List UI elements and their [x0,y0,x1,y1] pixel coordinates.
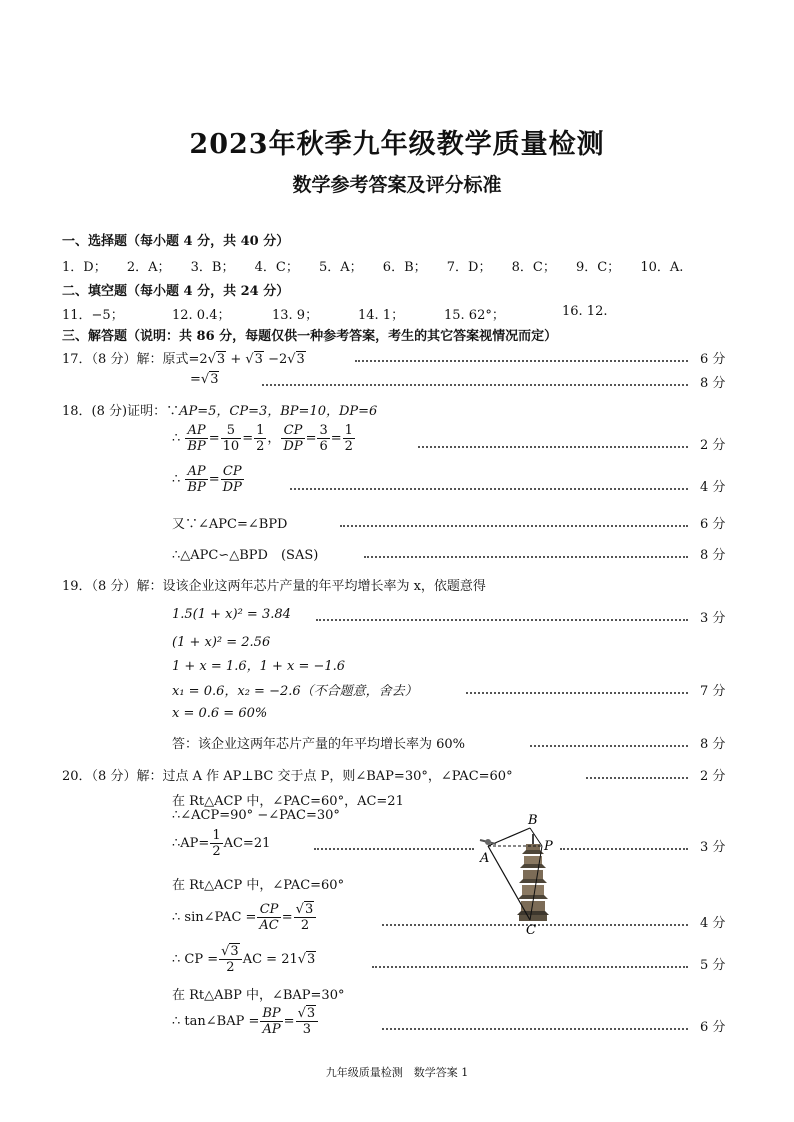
q20-line5: ∴ sin∠PAC = $\frac{CP}{AC}$ = $\frac{√3}{2}$ [172,902,317,933]
answer-5: 5．A； [318,260,363,275]
section1-answers [62,256,683,275]
q17-score1: 6 分 [700,352,726,367]
q20-score3: 4 分 [700,916,726,931]
q19-line5: x = 0.6 = 60% [172,706,268,721]
q18-score4: 8 分 [700,548,726,563]
answer-2: 2．A； [126,260,171,275]
section1-heading: 一、选择题（每小题 4 分，共 40 分） [62,234,290,249]
q20-score1: 2 分 [700,769,726,784]
q18-line3: ∴ $\frac{AP}{BP}$ = $\frac{CP}{DP}$ [172,464,242,495]
q20-line4: 在 Rt△ACP 中，∠PAC=60° [172,878,345,893]
q18-score3: 6 分 [700,517,726,532]
q17-line1: 17．（8 分）解：原式=2√3 + √3 −2√3 [62,352,305,367]
answer-11: 11．−5； [62,308,124,323]
page-title: 2023年秋季九年级教学质量检测 [189,129,605,160]
q18-line5: ∴△APC∽△BPD (SAS) [172,548,319,563]
answer-10: 10．A. [640,260,684,275]
q20-line2: ∴∠ACP=90° −∠PAC=30° [172,808,340,823]
page-footer: 九年级质量检测 数学答案 1 [325,1066,469,1079]
q19-line3: 1 + x = 1.6，1 + x = −1.6 [172,659,346,674]
page-subtitle: 数学参考答案及评分标准 [292,174,502,196]
q20-line3: ∴AP= $\frac{1}{2}$ AC=21 [172,828,271,859]
answer-15: 15. 62°； [444,308,505,323]
answer-4: 4．C； [254,260,299,275]
answer-16: 16. 12. [562,304,608,319]
answer-6: 6．B； [382,260,427,275]
section2-heading: 二、填空题（每小题 4 分，共 24 分） [62,284,290,299]
q20-line0: 20．（8 分）解：过点 A 作 AP⊥BC 交于点 P，则∠BAP=30°，∠PAC=60° [62,769,513,784]
q18-line1: 18．(8 分)证明：∵AP=5，CP=3，BP=10，DP=6 [62,404,378,419]
drone-icon [480,839,496,845]
q20-score4: 5 分 [700,958,726,973]
q19-line0: 19．（8 分）解：设该企业这两年芯片产量的年平均增长率为 x，依题意得 [62,579,486,594]
answer-12: 12. 0.4； [172,308,231,323]
answer-9: 9．C； [575,260,621,275]
q18-line4: 又∵∠APC=∠BPD [172,517,288,532]
q19-line4: x₁ = 0.6，x₂ = −2.6（不合题意，舍去） [172,684,418,699]
q19-line1: 1.5(1 + x)² = 3.84 [172,607,291,622]
q20-line8: ∴ tan∠BAP = $\frac{BP}{AP}$ = $\frac{√3}{3}$ [172,1006,319,1037]
section3-heading: 三、解答题（说明：共 86 分，每题仅供一种参考答案，考生的其它答案视情况而定） [62,329,558,344]
q19-line6: 答：该企业这两年芯片产量的年平均增长率为 60% [172,737,466,752]
q19-score3: 8 分 [700,737,726,752]
answer-13: 13. 9； [272,308,319,323]
q20-line1: 在 Rt△ACP 中，∠PAC=60°，AC=21 [172,794,404,809]
q18-line2: ∴ $\frac{AP}{BP}$ = $\frac{5}{10}$ = $\frac{1}{2}$ ， $\frac{CP}{DP}$ = $\frac{3}{6}$ = $\frac{1}{2}$ [172,423,353,454]
q19-score2: 7 分 [700,684,726,699]
pagoda-figure [474,810,570,938]
fig-label-p: P [544,839,553,854]
q17-line2: =√3 [190,372,219,387]
q19-score1: 3 分 [700,611,726,626]
q17-score2: 8 分 [700,376,726,391]
q18-score2: 4 分 [700,480,726,495]
answer-1: 1．D； [62,260,107,275]
answer-3: 3．B； [190,260,235,275]
q20-line6: ∴ CP = $\frac{√3}{2}$ AC = 21√3 [172,944,316,975]
fig-label-a: A [480,851,490,866]
q19-line2: (1 + x)² = 2.56 [172,635,271,650]
answer-7: 7．D； [446,260,492,275]
q20-score2: 3 分 [700,840,726,855]
answer-8: 8．C； [511,260,556,275]
fig-label-b: B [528,813,538,828]
fig-label-c: C [526,923,536,938]
q20-line7: 在 Rt△ABP 中，∠BAP=30° [172,988,345,1003]
q20-score5: 6 分 [700,1020,726,1035]
answer-14: 14. 1； [358,308,405,323]
q18-score1: 2 分 [700,438,726,453]
